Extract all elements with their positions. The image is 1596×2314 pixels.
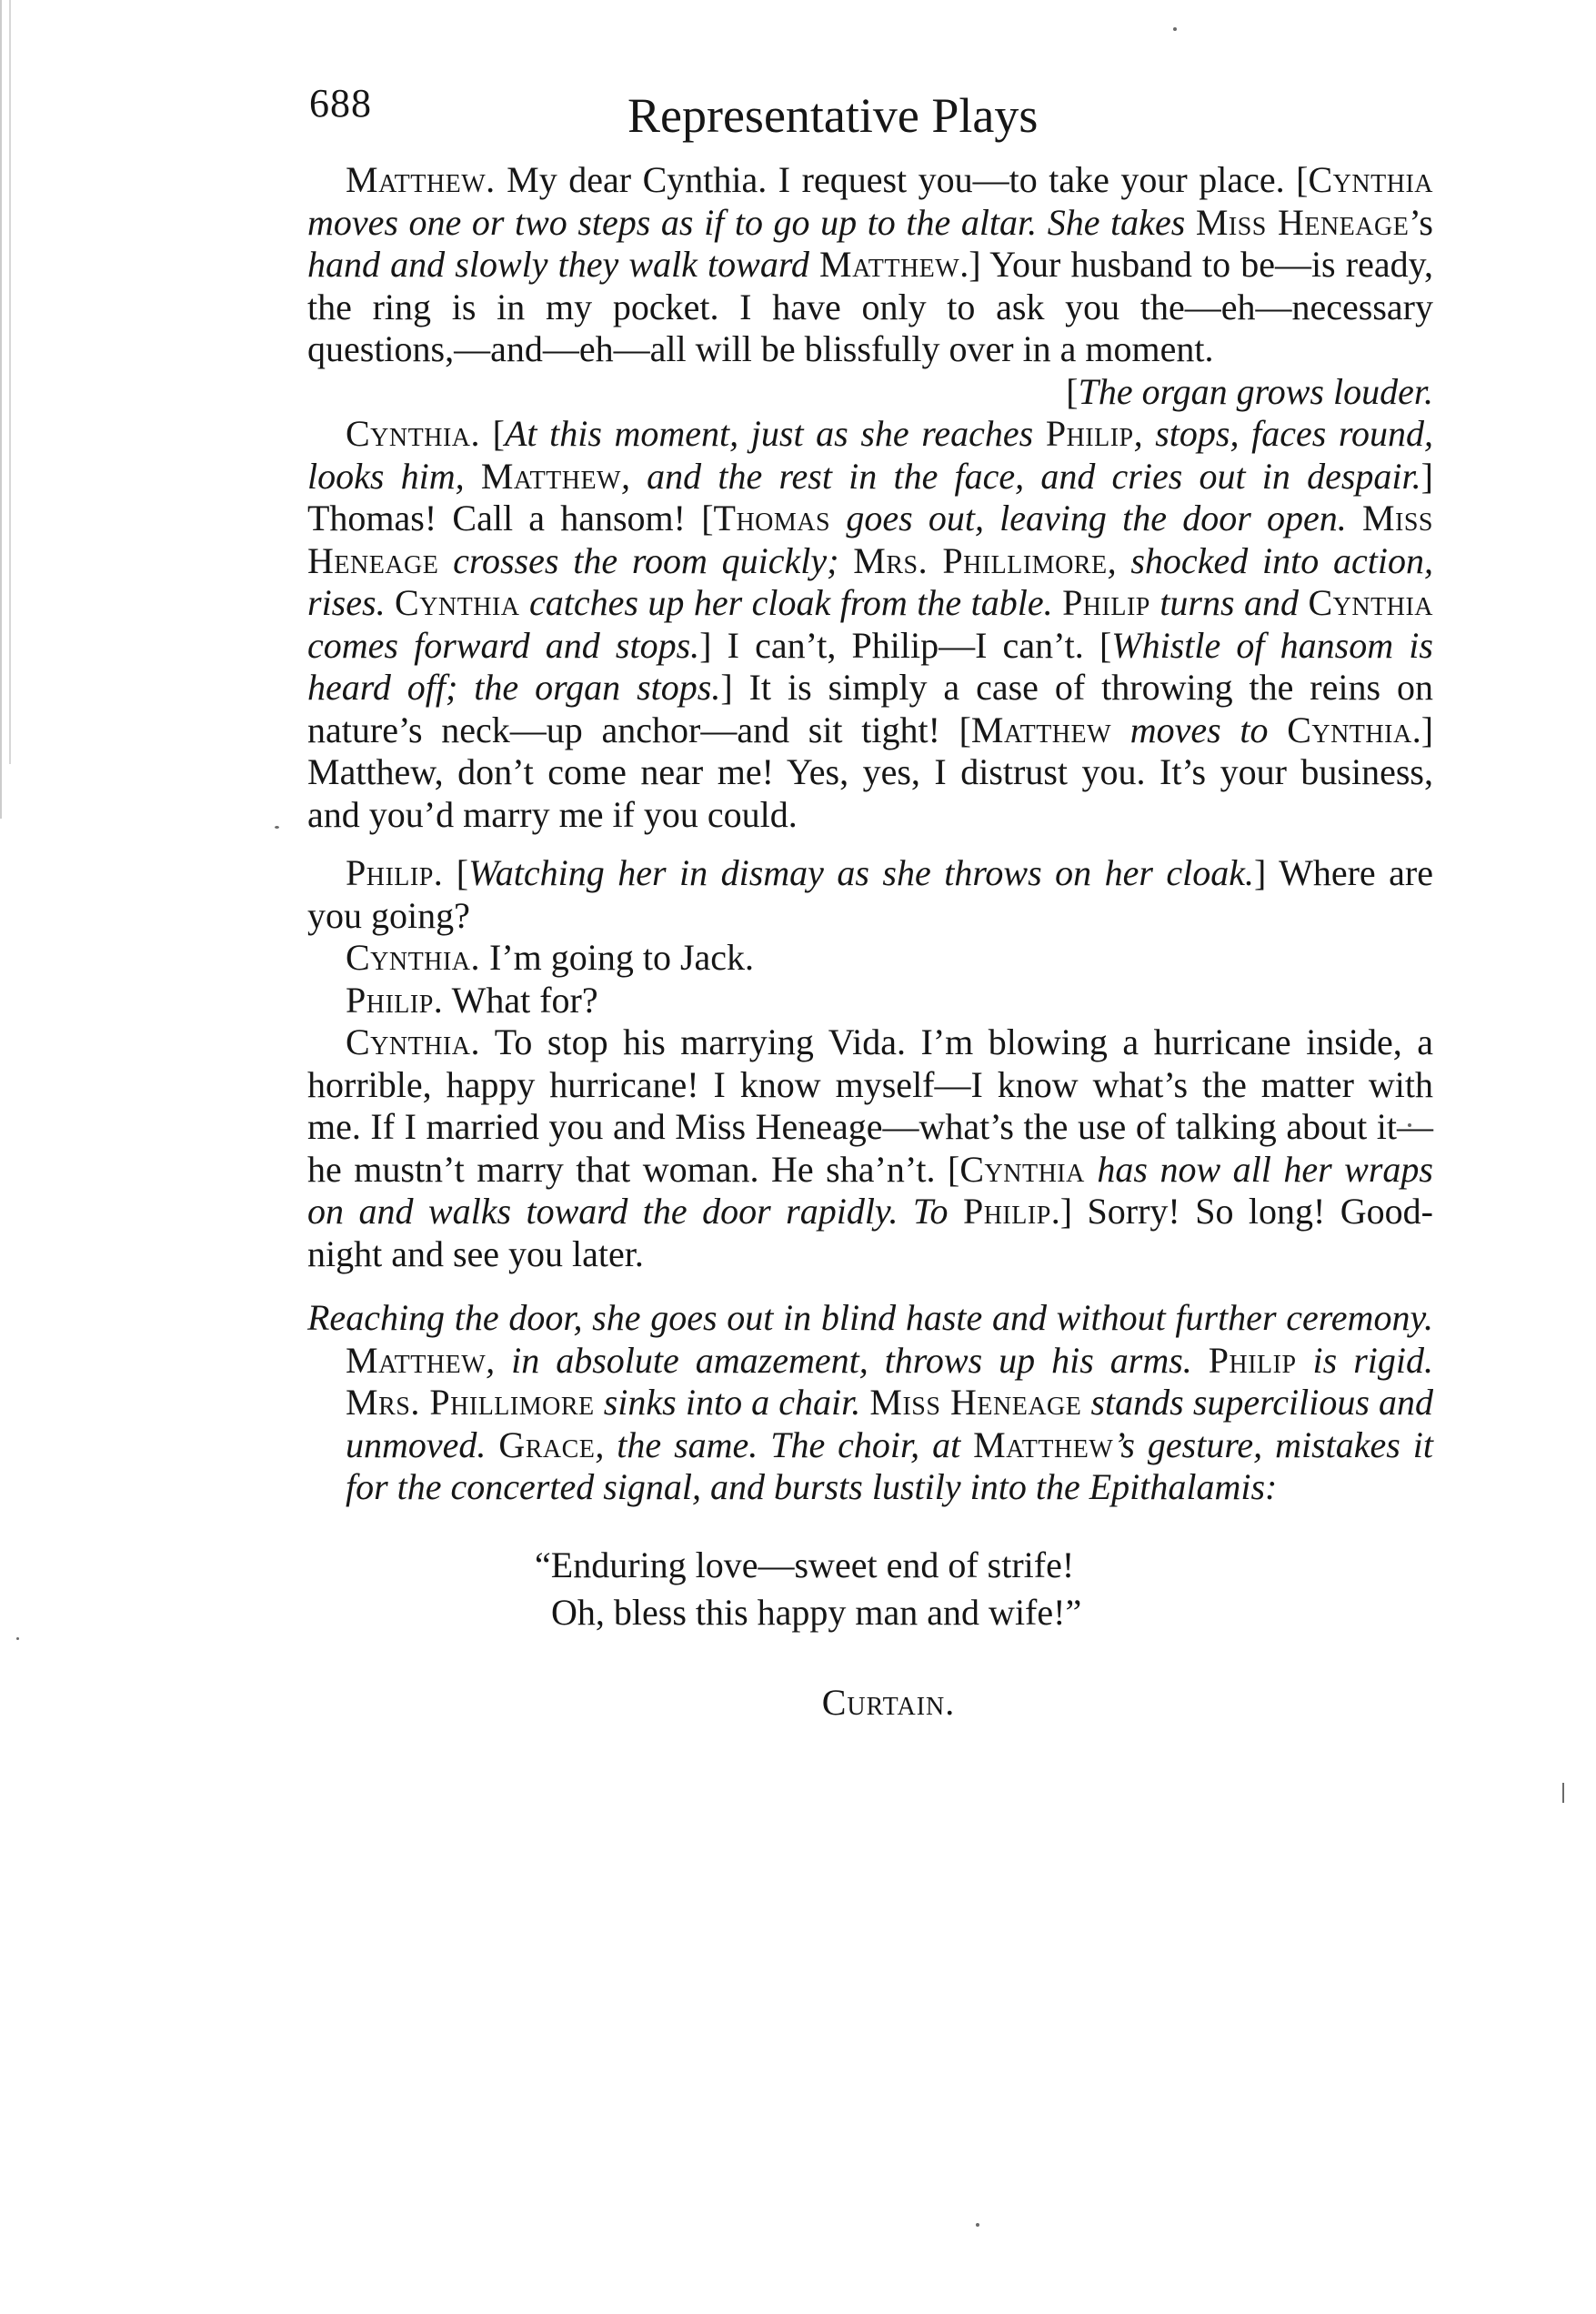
verse-line: “Enduring love—sweet end of strife!: [535, 1544, 1075, 1585]
character-name: Cynthia: [1308, 582, 1433, 623]
character-name: Philip: [1045, 413, 1134, 454]
speaker-name: Philip.: [346, 852, 444, 893]
character-name: Mrs. Phillimore: [853, 539, 1108, 581]
scan-speck: [1562, 1783, 1564, 1803]
stage-direction: crosses the room quickly;: [438, 539, 854, 581]
speech-cynthia: [307, 413, 1433, 836]
character-name: Thomas: [713, 498, 831, 538]
character-name: Miss Heneage: [1195, 201, 1410, 243]
speaker-name: Cynthia.: [346, 413, 480, 454]
character-name: Matthew: [346, 1339, 487, 1381]
speech-matthew: [307, 159, 1433, 371]
character-name: Matthew: [970, 709, 1112, 750]
stage-direction: Whistle of hansom is heard off; the organ stops.: [307, 624, 1433, 708]
scan-speck: [275, 826, 279, 829]
stage-direction: goes out, leaving the door open.: [830, 498, 1362, 538]
stage-direction: turns and: [1149, 582, 1309, 623]
bracket: [: [1066, 370, 1079, 412]
dialogue: ] Thomas! Call a hansom! [: [307, 455, 1433, 538]
dialogue: [: [443, 852, 469, 893]
stage-direction: moves to: [1111, 709, 1288, 750]
dialogue: .] Sorry! So long! Good-night and see you later.: [307, 1191, 1433, 1274]
stage-direction: At this moment, just as she reaches: [504, 413, 1046, 454]
play-text: [307, 159, 1433, 1724]
character-name: Philip: [1062, 582, 1150, 623]
character-name: Cynthia: [395, 582, 520, 623]
dialogue: [: [480, 413, 505, 454]
dialogue: My dear Cynthia. I request you—to take your place. [: [495, 159, 1309, 200]
scan-speck: [16, 1637, 19, 1640]
character-name: Philip: [1208, 1339, 1297, 1381]
speech-philip: [307, 980, 1433, 1022]
character-name: Matthew: [819, 244, 960, 285]
epithalamium-verse: [535, 1542, 1433, 1636]
verse-line: Oh, bless this happy man and wife!”: [551, 1591, 1082, 1633]
character-name: Matthew: [973, 1424, 1114, 1465]
character-name: Matthew: [480, 455, 621, 497]
stage-direction: moves one or two steps as if to go up to the altar. She takes: [307, 201, 1196, 243]
stage-direction: , shocked into action, rises.: [307, 539, 1433, 623]
scan-edge-lines: [0, 0, 22, 819]
stage-direction: comes forward and stops.: [307, 624, 700, 666]
character-name: Cynthia: [1287, 709, 1412, 750]
stage-direction: stands supercilious and unmoved.: [346, 1382, 1433, 1465]
stage-direction-line: [307, 371, 1433, 414]
character-name: Cynthia: [959, 1148, 1085, 1190]
character-name: Mrs. Phillimore: [346, 1382, 595, 1423]
stage-direction: , in absolute amazement, throws up his arms.: [486, 1339, 1209, 1381]
speaker-name: Cynthia.: [346, 1021, 480, 1062]
stage-direction: has now all her wraps on and walks toward the door rapidly. To: [307, 1148, 1433, 1232]
character-name: Miss Heneage: [869, 1382, 1082, 1423]
dialogue: What for?: [443, 979, 598, 1021]
stage-direction: hand and slowly they walk toward: [307, 244, 820, 285]
stage-direction: sinks into a chair.: [594, 1382, 870, 1423]
speech-philip: [307, 852, 1433, 937]
dialogue: To stop his marrying Vida. I’m blowing a hurricane inside, a horrible, happy hurricane! I know myself—I know what’s the matter with me. If I married you and Miss Heneage—what’s the use of talking about it—he mustn’t marry that woman. He sha’n’t. [: [307, 1021, 1433, 1190]
stage-direction: , stops, faces round, looks him,: [307, 413, 1433, 497]
speaker-name: Cynthia.: [346, 937, 480, 978]
speaker-name: Philip.: [346, 979, 444, 1021]
stage-direction: catches up her cloak from the table.: [519, 582, 1063, 623]
dialogue: ’s: [1409, 201, 1433, 243]
page-header: [309, 80, 1219, 153]
speech-cynthia: [307, 937, 1433, 980]
stage-direction: Watching her in dismay as she throws on her cloak.: [468, 852, 1255, 893]
dialogue: I’m going to Jack.: [480, 937, 755, 978]
stage-direction: is rigid.: [1296, 1339, 1433, 1381]
character-name: Miss Heneage: [307, 498, 1433, 581]
dialogue: ] Where are you going?: [307, 852, 1433, 936]
dialogue: .] Matthew, don’t come near me! Yes, yes, I distrust you. It’s your business, and you’d marry me if you could.: [307, 709, 1434, 835]
character-name: Cynthia: [1308, 159, 1433, 200]
stage-direction: , the same. The choir, at: [595, 1424, 974, 1465]
speech-cynthia: [307, 1021, 1433, 1275]
dialogue: ] I can’t, Philip—I can’t. [: [699, 624, 1112, 666]
closing-stage-direction: [307, 1297, 1433, 1509]
stage-direction: ’s gesture, mistakes it for the concerted signal, and bursts lustily into the Epithalamis:: [346, 1424, 1434, 1507]
curtain-line: Curtain.: [821, 1681, 956, 1723]
character-name: Grace: [498, 1424, 596, 1465]
scan-speck: [976, 2223, 979, 2227]
speaker-name: Matthew.: [346, 159, 496, 200]
stage-direction: , and the rest in the face, and cries out in despair.: [620, 455, 1421, 497]
character-name: Philip: [962, 1191, 1051, 1232]
dialogue: .] Your husband to be—is ready, the ring is in my pocket. I have only to ask you the—eh—necessary questions,—and—eh—all will be blissfully over in a moment.: [307, 244, 1433, 369]
dialogue: ] It is simply a case of throwing the reins on nature’s neck—up anchor—and sit tight! [: [307, 667, 1433, 750]
stage-direction: The organ grows louder.: [1078, 370, 1433, 412]
running-title: Representative Plays: [627, 88, 1039, 143]
stage-direction: Reaching the door, she goes out in blind haste and without further ceremony.: [307, 1297, 1433, 1338]
scan-speck: [1173, 27, 1177, 31]
page-number: 688: [309, 81, 372, 126]
